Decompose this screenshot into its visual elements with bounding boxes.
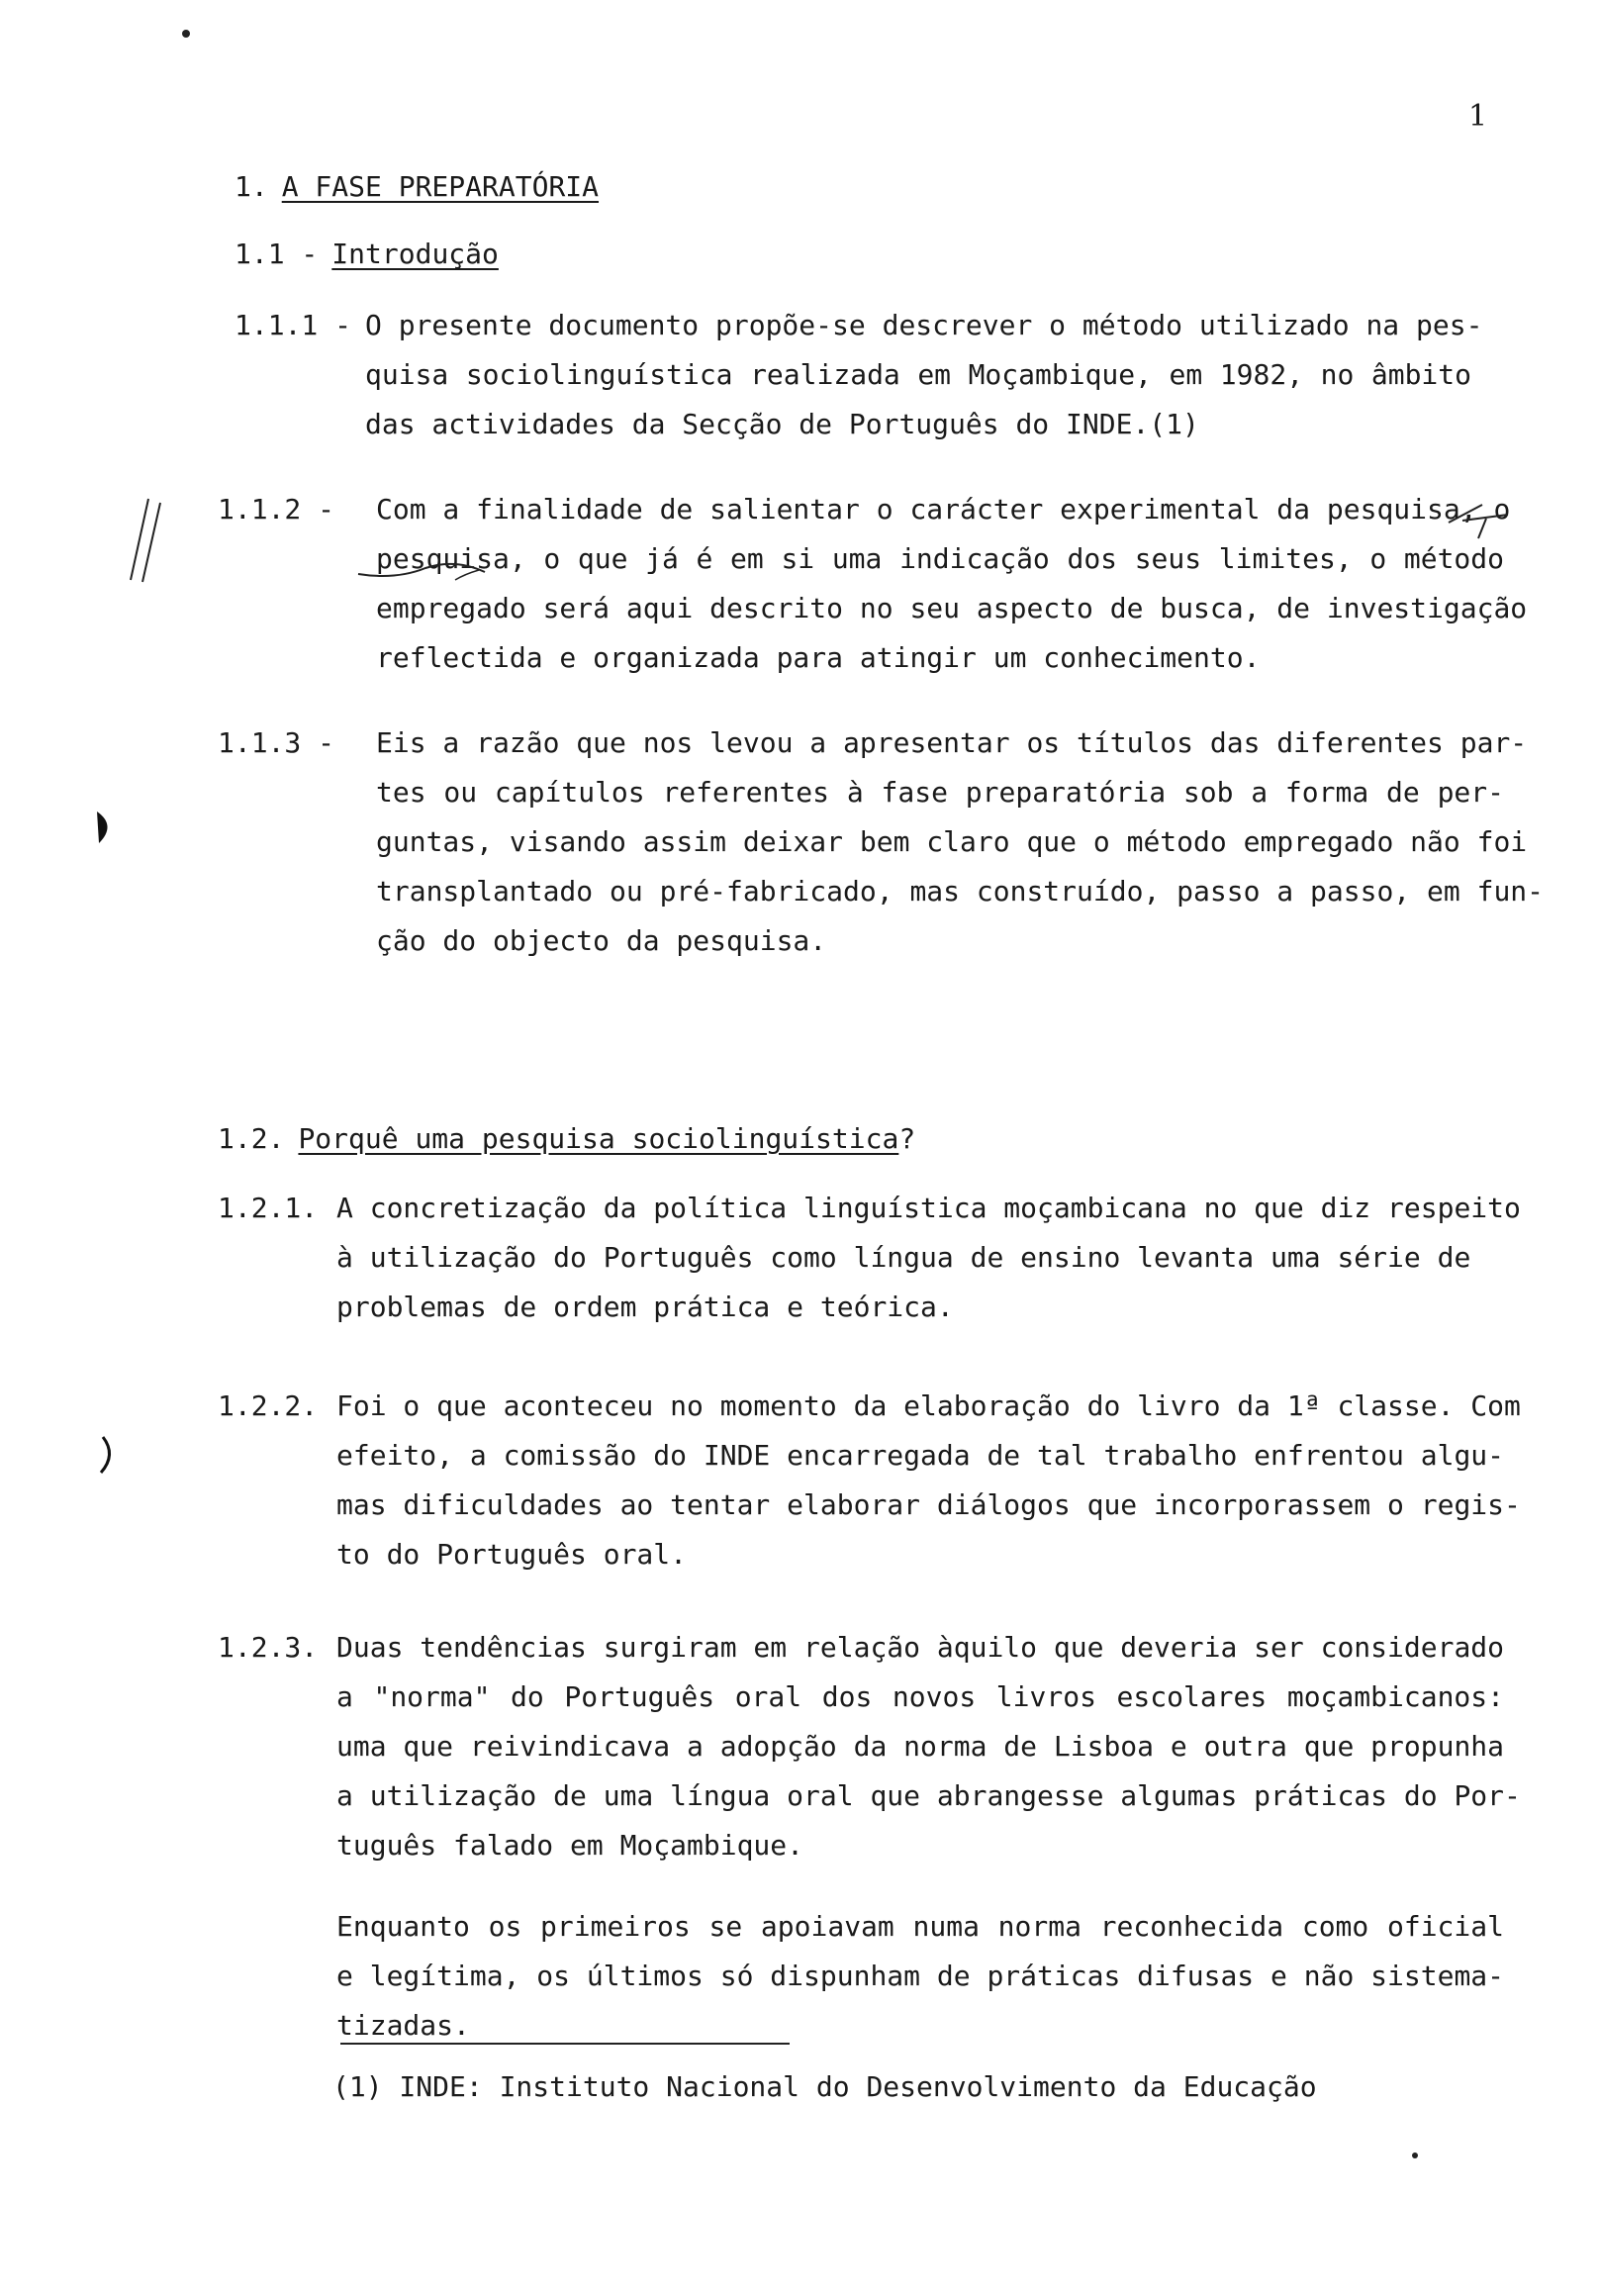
paragraph-text: [336, 1902, 1504, 2051]
paragraph-continuation: [218, 1902, 1504, 2051]
paragraph-1-2-2: [218, 1382, 1521, 1579]
handwritten-strike-mark: [356, 544, 524, 584]
paragraph-line: Foi o que aconteceu no momento da elaboração do livro da 1ª classe. Com: [336, 1389, 1521, 1422]
paragraph-line: efeito, a comissão do INDE encarregada de tal trabalho enfrentou algu-: [336, 1439, 1505, 1472]
paragraph-line: e legítima, os últimos só dispunham de práticas difusas e não sistema-: [336, 1960, 1505, 1992]
paragraph-line: Com a finalidade de salientar o carácter experimental da pesquisa, o: [376, 493, 1511, 526]
paragraph-line: das actividades da Secção de Português do INDE.(1): [365, 408, 1199, 440]
paragraph-number: 1.1.1 -: [235, 309, 352, 341]
margin-double-slash-mark: [119, 495, 168, 584]
paragraph-line: a utilização de uma língua oral que abrangesse algumas práticas do Por-: [336, 1779, 1521, 1812]
paragraph-1-2-3: [218, 1623, 1521, 1870]
paragraph-number: 1.1.3 -: [218, 726, 335, 759]
section-number: 1.2.: [218, 1122, 285, 1155]
handwritten-strike-mark: [1443, 493, 1512, 542]
ink-speck: [1405, 2146, 1425, 2165]
paragraph-line: tuguês falado em Moçambique.: [336, 1829, 804, 1862]
paragraph-text: [376, 485, 1528, 683]
paragraph-line: reflectida e organizada para atingir um conhecimento.: [376, 641, 1261, 674]
paragraph-line: A concretização da política linguística moçambicana no que diz respeito: [336, 1192, 1521, 1224]
paragraph-line: a "norma" do Português oral dos novos livros escolares moçambicanos:: [336, 1680, 1504, 1713]
paragraph-1-1-3: [218, 718, 1545, 966]
paragraph-text: [336, 1184, 1521, 1332]
section-heading-1: [235, 170, 599, 203]
section-heading-1-1: [235, 238, 499, 270]
paragraph-1-2-1: [218, 1184, 1521, 1332]
paragraph-line: Enquanto os primeiros se apoiavam numa norma reconhecida como oficial: [336, 1910, 1504, 1943]
paragraph-1-1-1: [235, 301, 1483, 449]
paragraph-text: [336, 1623, 1521, 1870]
page-number: 1: [1468, 99, 1488, 134]
margin-paren-mark: [97, 1433, 121, 1477]
paragraph-line: uma que reivindicava a adopção da norma de Lisboa e outra que propunha: [336, 1730, 1505, 1763]
margin-bracket-mark: [93, 808, 123, 847]
section-title-suffix: ?: [898, 1122, 916, 1155]
section-title: A FASE PREPARATÓRIA: [281, 170, 600, 203]
paragraph-line: transplantado ou pré-fabricado, mas construído, passo a passo, em fun-: [376, 875, 1545, 908]
paragraph-text: [376, 718, 1545, 966]
paragraph-line: tes ou capítulos referentes à fase preparatória sob a forma de per-: [376, 776, 1504, 809]
paragraph-line: quisa sociolinguística realizada em Moçambique, em 1982, no âmbito: [365, 358, 1471, 391]
paragraph-line: Eis a razão que nos levou a apresentar os títulos das diferentes par-: [376, 726, 1528, 759]
paragraph-number: 1.2.1.: [218, 1192, 319, 1224]
paragraph-line: pesquisa, o que já é em si uma indicação dos seus limites, o método: [376, 542, 1504, 575]
paragraph-number: 1.2.2.: [218, 1389, 319, 1422]
paragraph-line: empregado será aqui descrito no seu aspecto de busca, de investigação: [376, 592, 1528, 624]
paragraph-line: O presente documento propõe-se descrever o método utilizado na pes-: [365, 309, 1483, 341]
section-number: 1.: [235, 170, 268, 203]
section-heading-1-2: [218, 1122, 915, 1155]
paragraph-line: ção do objecto da pesquisa.: [376, 924, 827, 957]
paragraph-text: [365, 301, 1483, 449]
paragraph-line: Duas tendências surgiram em relação àquilo que deveria ser considerado: [336, 1631, 1505, 1664]
paragraph-line: problemas de ordem prática e teórica.: [336, 1291, 954, 1323]
paragraph-line: guntas, visando assim deixar bem claro que o método empregado não foi: [376, 825, 1528, 858]
section-title: Porquê uma pesquisa sociolinguística: [298, 1122, 899, 1155]
ink-speck: [178, 26, 194, 42]
paragraph-line: à utilização do Português como língua de ensino levanta uma série de: [336, 1241, 1471, 1274]
paragraph-line: mas dificuldades ao tentar elaborar diálogos que incorporassem o regis-: [336, 1488, 1521, 1521]
section-title: Introdução: [331, 238, 499, 270]
footnote: (1) INDE: Instituto Nacional do Desenvolvimento da Educação: [332, 2070, 1317, 2103]
footnote-divider: [340, 2043, 790, 2045]
section-number: 1.1 -: [235, 238, 319, 270]
paragraph-text: [336, 1382, 1521, 1579]
paragraph-line: to do Português oral.: [336, 1538, 688, 1571]
paragraph-1-1-2: [218, 485, 1528, 683]
paragraph-number: 1.2.3.: [218, 1631, 319, 1664]
paragraph-line: tizadas.: [336, 2009, 470, 2042]
paragraph-number: 1.1.2 -: [218, 493, 335, 526]
